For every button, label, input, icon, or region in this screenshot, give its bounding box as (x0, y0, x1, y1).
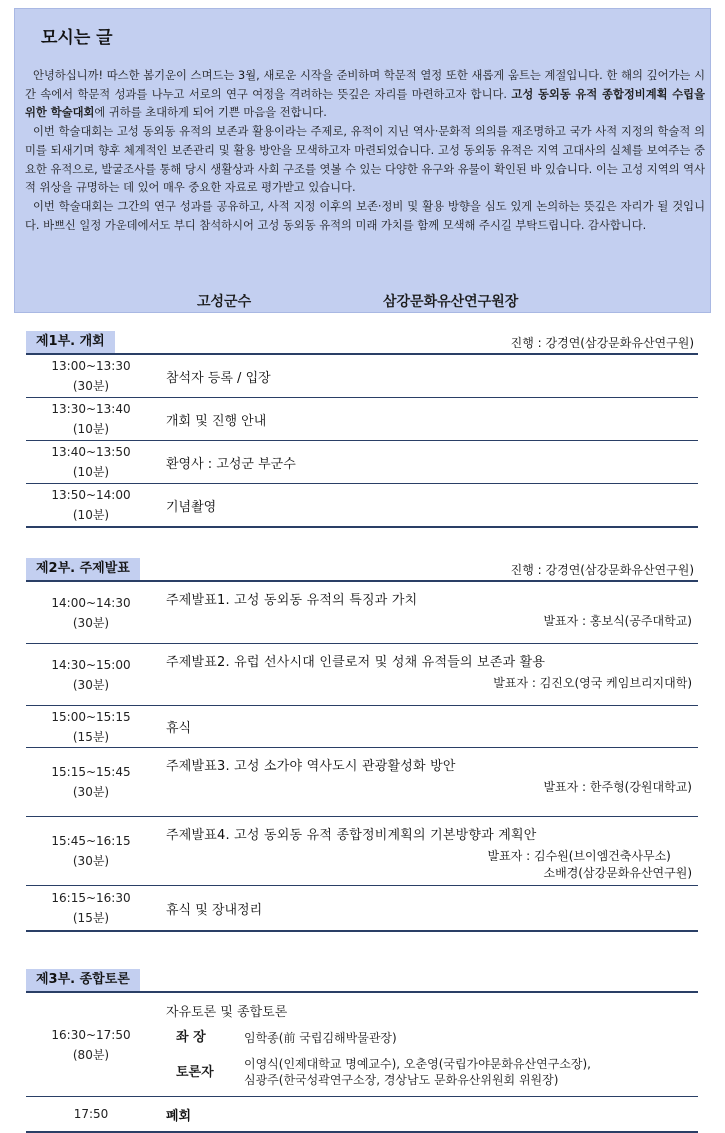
program-title: 기념촬영 (166, 499, 217, 515)
section-host: 진행 : 강경연(삼강문화유산연구원) (510, 563, 694, 577)
time-range: 16:30~17:50 (51, 1027, 131, 1042)
time-range: 13:00~13:30 (51, 359, 131, 373)
time-range: 13:30~13:40 (51, 402, 131, 416)
program-title: 참석자 등록 / 입장 (166, 370, 271, 386)
presenter-primary: 발표자 : 김수원(브이엠건축사무소) (487, 849, 671, 863)
invitation-body (25, 67, 705, 235)
presenter: 발표자 : 홍보식(공주대학교) (543, 614, 692, 628)
section-part2 (26, 558, 698, 932)
duration: (30분) (72, 677, 110, 692)
time-cell (26, 748, 156, 816)
talk-title: 주제발표3. 고성 소가야 역사도시 관광활성화 방안 (166, 759, 456, 774)
presenter (488, 848, 692, 882)
invitation-paragraph-1 (25, 67, 705, 123)
presenter: 발표자 : 김진오(영국 케임브리지대학) (493, 676, 692, 690)
schedule-row (26, 1097, 698, 1133)
time-range: 13:50~14:00 (51, 488, 131, 502)
time-cell (26, 355, 156, 397)
duration: (30분) (72, 785, 110, 799)
invitation-text: 에 귀하를 초대하게 되어 기쁜 마음을 전합니다. (94, 106, 327, 120)
content-cell (166, 644, 698, 705)
content-cell (166, 398, 698, 440)
schedule-row (26, 886, 698, 932)
chair-line (166, 1030, 698, 1046)
time-range: 14:00~14:30 (51, 595, 131, 610)
event-name: 고성 동외동 유적 종합정비계획 수립을 위한 학술대회 (25, 87, 705, 120)
section-title: 제1부. 개회 (26, 331, 115, 353)
content-cell (166, 355, 698, 397)
talk-title: 주제발표2. 유럽 선사시대 인클로저 및 성채 유적들의 보존과 활용 (166, 655, 546, 670)
schedule-row (26, 644, 698, 706)
chair-label: 좌 장 (176, 1030, 206, 1045)
panel-line (166, 1056, 698, 1088)
panel-names-1: 이영식(인제대학교 명예교수), 오춘영(국립가야문화유산연구소장), (244, 1057, 591, 1071)
time-range: 15:00~15:15 (51, 709, 131, 724)
invitation-text: 안녕하십니까! 따스한 봄기운이 스며드는 3월, 새로운 시작을 준비하며 학문적 열정 또한 새롭게 움트는 계절입니다. 한 해의 깊어가는 시간 속에서 학문적 성과를 나누고 서로의 연구 여정을 격려하는 뜻깊은 자리를 마련하고자 합니다. (25, 69, 705, 101)
program-title: 환영사 : 고성군 부군수 (166, 456, 296, 472)
duration: (30분) (72, 854, 110, 868)
invitation-title: 모시는 글 (41, 28, 113, 48)
discussion-title: 자유토론 및 종합토론 (166, 1005, 288, 1020)
signature-county-governor: 고성군수 (197, 294, 252, 310)
time-cell (26, 993, 156, 1096)
invitation-paragraph-3: 이번 학술대회는 그간의 연구 성과를 공유하고, 사적 지정 이후의 보존·정비 및 활용 방향을 심도 있게 논의하는 뜻깊은 자리가 될 것입니다. 바쁘신 일정 가운데에서도 부디 참석하시어 고성 동외동 유적의 미래 가치를 함께 모색해 주시길 부탁드립니다. 감사합니다. (25, 199, 705, 232)
time-range: 16:15~16:30 (51, 891, 131, 905)
time-cell (26, 441, 156, 483)
section-part1 (26, 331, 698, 528)
time-cell (26, 1097, 156, 1131)
chair-name: 임학종(前 국립김해박물관장) (244, 1031, 397, 1045)
content-cell (166, 817, 698, 885)
time-cell (26, 886, 156, 930)
schedule-row (26, 817, 698, 886)
content-cell (166, 484, 698, 526)
duration: (30분) (72, 615, 110, 630)
time-cell (26, 582, 156, 643)
section-title: 제3부. 종합토론 (26, 969, 140, 991)
talk-title: 주제발표4. 고성 동외동 유적 종합정비계획의 기본방향과 계획안 (166, 828, 537, 843)
content-cell (166, 706, 698, 747)
schedule-row (26, 398, 698, 441)
duration: (15분) (72, 911, 110, 925)
duration: (10분) (72, 508, 110, 522)
program-title: 휴식 및 장내정리 (166, 902, 263, 918)
time-range: 13:40~13:50 (51, 445, 131, 459)
section-header (26, 331, 698, 355)
time-cell (26, 817, 156, 885)
time-range: 14:30~15:00 (51, 657, 131, 672)
schedule-row (26, 582, 698, 644)
section-part3 (26, 969, 698, 1133)
duration: (15분) (72, 729, 110, 744)
section-header (26, 558, 698, 582)
time-cell (26, 484, 156, 526)
invitation-paragraph-2: 이번 학술대회는 고성 동외동 유적의 보존과 활용이라는 주제로, 유적이 지닌 역사·문화적 의의를 재조명하고 국가 사적 지정의 학술적 의미를 되새기며 향후 체계적인 보존관리 및 활용 방안을 모색하고자 마련되었습니다. 고성 동외동 유적은 지역 고대사의 실체를 보여주는 중요한 유적으로, 발굴조사를 통해 당시 생활상과 사회 구조를 엿볼 수 있는 다양한 유구와 유물이 확인된 바 있습니다. 이는 고성 지역의 역사적 위상을 규명하는 데 있어 매우 중요한 자료로 평가받고 있습니다. (25, 125, 705, 195)
duration: (80분) (72, 1047, 110, 1062)
schedule-row (26, 355, 698, 398)
content-cell (166, 886, 698, 930)
talk-title: 주제발표1. 고성 동외동 유적의 특징과 가치 (166, 593, 418, 608)
schedule-row (26, 706, 698, 748)
invitation-box (14, 8, 711, 313)
duration: (10분) (72, 465, 110, 479)
time-cell (26, 644, 156, 705)
section-title: 제2부. 주제발표 (26, 558, 140, 580)
schedule-row (26, 993, 698, 1097)
panel-names-2: 심광주(한국성곽연구소장, 경상남도 문화유산위원회 위원장) (244, 1073, 559, 1087)
time-cell (26, 398, 156, 440)
schedule-row (26, 441, 698, 484)
program-title: 개회 및 진행 안내 (166, 413, 267, 429)
discussion-content (166, 1001, 698, 1088)
presenter: 발표자 : 한주형(강원대학교) (543, 780, 692, 794)
content-cell (166, 582, 698, 643)
presenter-secondary: 소배경(삼강문화유산연구원) (543, 866, 692, 880)
time-range: 17:50 (73, 1107, 109, 1121)
schedule-row (26, 748, 698, 817)
panel-label: 토론자 (176, 1065, 214, 1080)
program-title: 휴식 (166, 721, 192, 736)
duration: (10분) (72, 422, 110, 436)
section-header (26, 969, 698, 993)
time-cell (26, 706, 156, 747)
schedule-row (26, 484, 698, 528)
content-cell (166, 441, 698, 483)
time-range: 15:45~16:15 (51, 834, 131, 848)
content-cell (166, 748, 698, 816)
content-cell (166, 1097, 698, 1131)
signature-institute-director: 삼강문화유산연구원장 (383, 294, 519, 310)
duration: (30분) (72, 379, 110, 393)
time-range: 15:15~15:45 (51, 765, 131, 779)
section-host: 진행 : 강경연(삼강문화유산연구원) (510, 336, 694, 350)
program-title: 폐회 (166, 1108, 192, 1124)
